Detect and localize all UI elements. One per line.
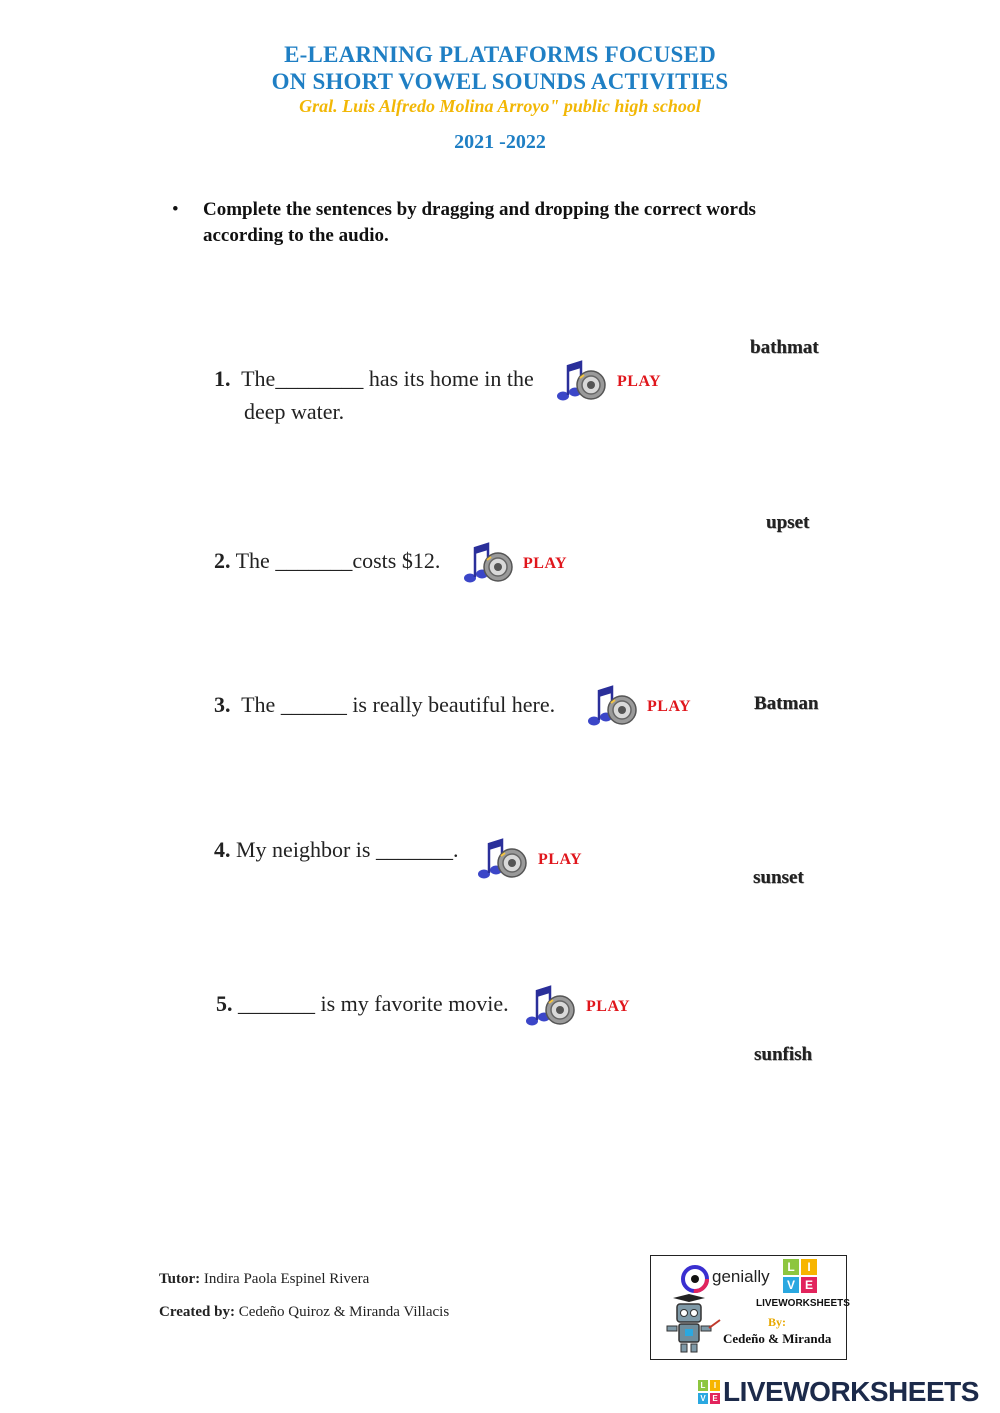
play-button[interactable]: PLAY [523, 555, 568, 572]
liveworksheets-wordmark: LIVEWORKSHEETS [756, 1298, 850, 1309]
bullet-icon: • [172, 199, 179, 220]
title-line-2: ON SHORT VOWEL SOUNDS ACTIVITIES [271, 69, 729, 94]
audio-speaker-icon[interactable] [525, 985, 575, 1029]
robot-teacher-icon [659, 1294, 721, 1354]
live-letter-v: V [783, 1277, 799, 1293]
answer-blank[interactable]: _______ [238, 991, 315, 1016]
watermark-letter-l: L [698, 1380, 708, 1391]
instructions-line-2: according to the audio. [203, 225, 389, 246]
live-letter-e: E [801, 1277, 817, 1293]
instructions [203, 197, 843, 249]
sentence-number: 4. [214, 837, 231, 862]
sentence-text-before: The [241, 366, 276, 391]
answer-blank[interactable]: ______ [280, 692, 347, 717]
sentence-text-before: The [241, 692, 281, 717]
instructions-line-1: Complete the sentences by dragging and dropping the correct words [203, 199, 756, 220]
live-letter-i: I [801, 1259, 817, 1275]
sentence-text-after: is really beautiful here. [346, 692, 556, 717]
sentence-text-after: . [452, 837, 459, 862]
audio-speaker-icon[interactable] [463, 542, 513, 586]
sentence-3 [214, 692, 555, 718]
play-button[interactable]: PLAY [617, 373, 662, 390]
created-by-credit [159, 1304, 449, 1321]
play-button[interactable]: PLAY [538, 851, 583, 868]
sentence-number: 3. [214, 692, 231, 717]
logo-authors: Cedeño & Miranda [723, 1331, 832, 1346]
sentence-4 [214, 837, 458, 863]
live-letter-l: L [783, 1259, 799, 1275]
answer-blank[interactable]: _______ [375, 837, 453, 862]
watermark-letter-i: I [710, 1380, 720, 1391]
drag-word-sunset[interactable]: sunset [753, 867, 804, 888]
tutor-label: Tutor: [159, 1271, 201, 1287]
created-names: Cedeño Quiroz & Miranda Villacis [234, 1304, 450, 1320]
sentence-number: 2. [214, 548, 231, 573]
sentence-number: 1. [214, 366, 231, 391]
logo-by-label: By: [768, 1315, 786, 1329]
sentence-2 [214, 548, 440, 574]
audio-speaker-icon[interactable] [587, 685, 637, 729]
sentence-text-before: My neighbor is [236, 837, 376, 862]
tutor-credit [159, 1271, 369, 1288]
sentence-text-after: costs $12. [352, 548, 441, 573]
credits-logo-box [650, 1255, 850, 1360]
tutor-name: Indira Paola Espinel Rivera [200, 1271, 370, 1287]
answer-blank[interactable]: ________ [275, 366, 364, 391]
audio-speaker-icon[interactable] [477, 838, 527, 882]
watermark-letter-v: V [698, 1393, 708, 1404]
genially-logo-icon [681, 1265, 709, 1293]
liveworksheets-watermark: LIVEWORKSHEETS [723, 1376, 979, 1407]
drag-word-batman[interactable]: Batman [754, 693, 819, 714]
sentence-text-before: The [235, 548, 276, 573]
liveworksheets-watermark-icon [698, 1380, 720, 1404]
audio-speaker-icon[interactable] [556, 360, 606, 404]
sentence-text-after: is my favorite movie. [315, 991, 509, 1016]
school-name: Gral. Luis Alfredo Molina Arroyo" public high school [299, 96, 701, 116]
sentence-number: 5. [216, 991, 233, 1016]
play-button[interactable]: PLAY [647, 698, 692, 715]
play-button[interactable]: PLAY [586, 998, 631, 1015]
genially-wordmark: genially [712, 1267, 770, 1286]
live-logo-icon [783, 1259, 817, 1293]
title-line-1: E-LEARNING PLATAFORMS FOCUSED [284, 42, 716, 67]
sentence-1 [214, 366, 534, 392]
answer-blank[interactable]: _______ [275, 548, 353, 573]
sentence-text-after: has its home in the [363, 366, 534, 391]
drag-word-sunfish[interactable]: sunfish [754, 1044, 813, 1065]
drag-word-bathmat[interactable]: bathmat [750, 337, 819, 358]
sentence-5 [216, 991, 509, 1017]
sentence-1-line-2: deep water. [244, 399, 345, 424]
drag-word-upset[interactable]: upset [766, 512, 810, 533]
watermark-letter-e: E [710, 1393, 720, 1404]
school-year: 2021 -2022 [454, 131, 546, 153]
created-label: Created by: [159, 1304, 235, 1320]
